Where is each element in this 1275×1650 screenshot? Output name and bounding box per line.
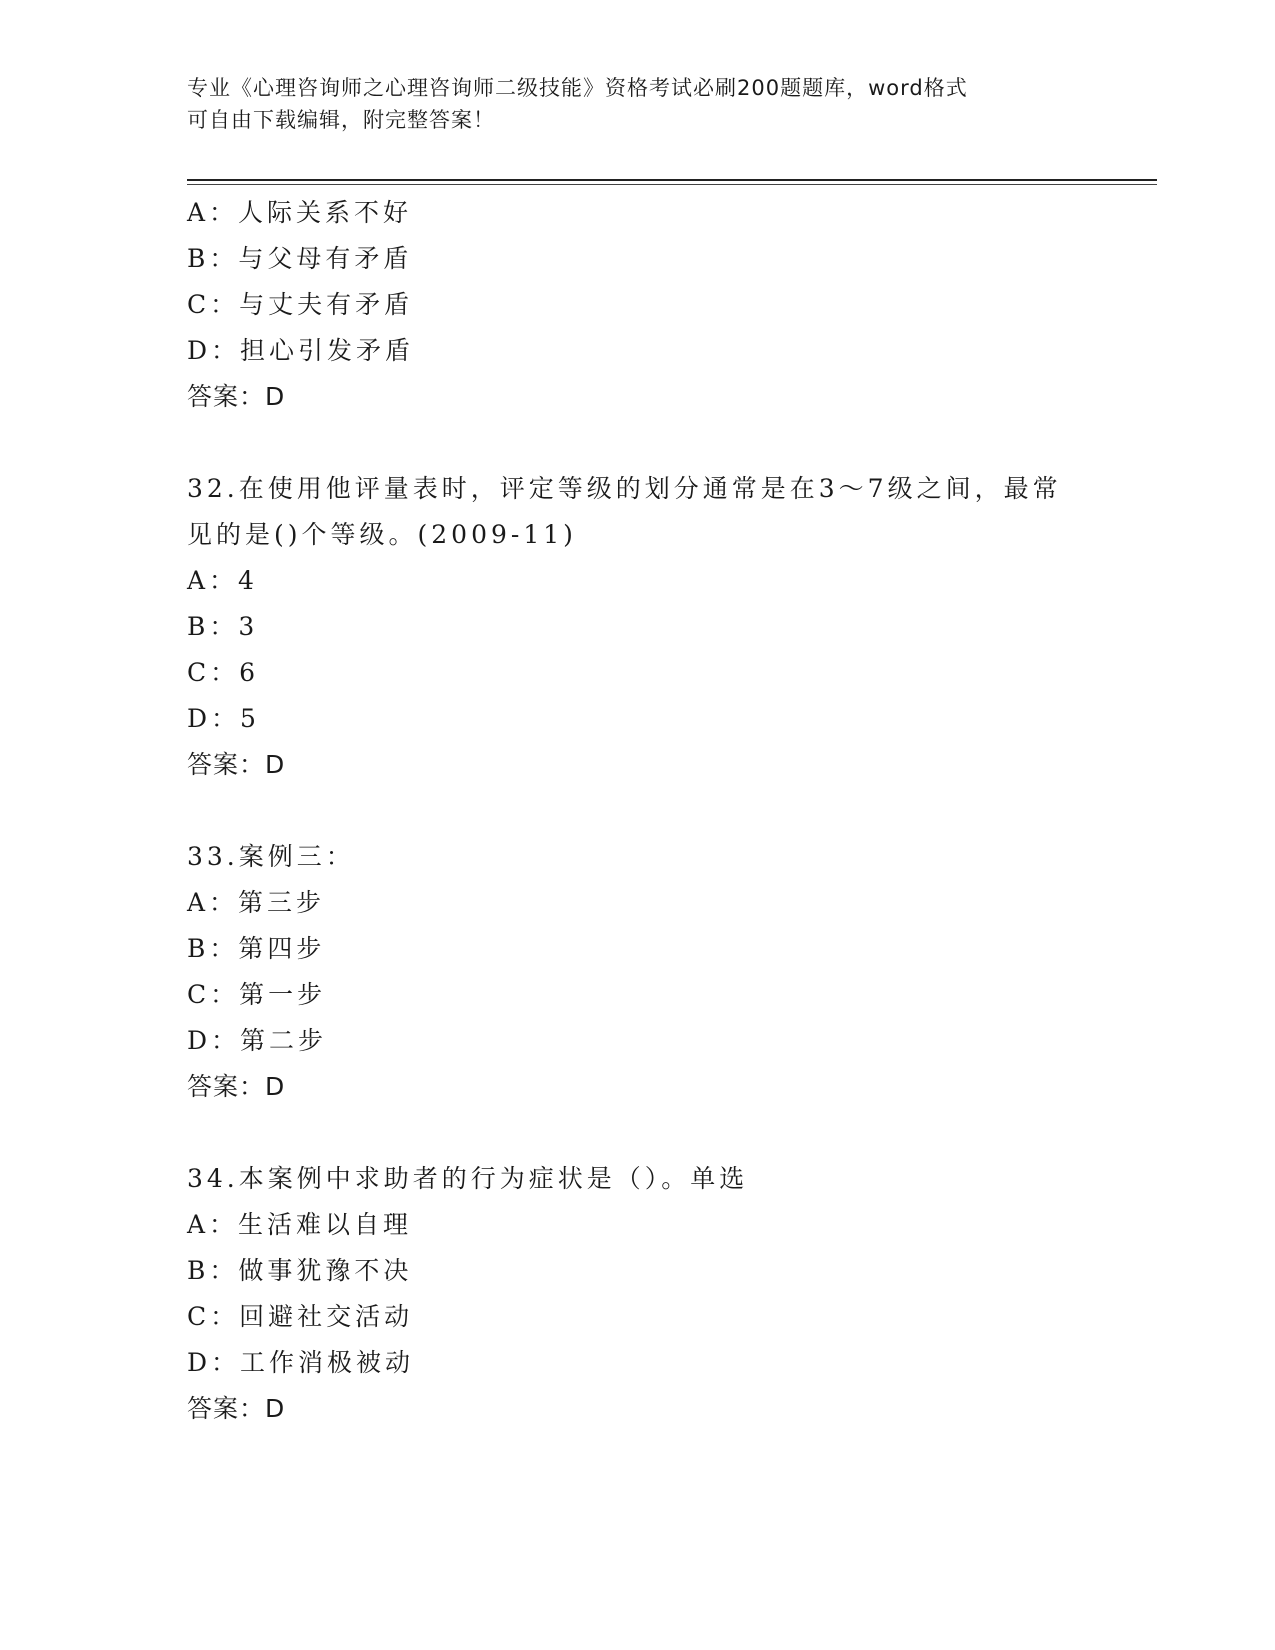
- document-header: [187, 72, 1087, 136]
- spacer: [187, 420, 1087, 466]
- answer-line: 答案：D: [187, 750, 286, 779]
- option-a: A：第三步: [187, 888, 326, 917]
- question-stem: 34.本案例中求助者的行为症状是（）。单选: [187, 1164, 749, 1193]
- question-block: [187, 190, 1087, 420]
- header-divider-thick: [187, 179, 1157, 181]
- header-divider-thin: [187, 184, 1157, 185]
- option-d: D：5: [187, 704, 260, 733]
- answer-line: 答案：D: [187, 382, 286, 411]
- question-block: [187, 466, 1087, 788]
- option-c: C：与丈夫有矛盾: [187, 290, 414, 319]
- option-a: A：4: [187, 566, 258, 595]
- question-block: [187, 834, 1087, 1110]
- question-stem: 32.在使用他评量表时，评定等级的划分通常是在3～7级之间，最常: [187, 474, 1062, 503]
- option-d: D：工作消极被动: [187, 1348, 415, 1377]
- option-a: A：生活难以自理: [187, 1210, 413, 1239]
- option-a: A：人际关系不好: [187, 198, 413, 227]
- option-c: C：第一步: [187, 980, 327, 1009]
- option-b: B：3: [187, 612, 259, 641]
- option-d: D：担心引发矛盾: [187, 336, 415, 365]
- header-line-1: 专业《心理咨询师之心理咨询师二级技能》资格考试必刷200题题库，word格式: [187, 76, 968, 100]
- answer-line: 答案：D: [187, 1394, 286, 1423]
- option-b: B：做事犹豫不决: [187, 1256, 413, 1285]
- option-b: B：第四步: [187, 934, 326, 963]
- question-stem: 见的是()个等级。(2009-11): [187, 520, 577, 549]
- option-c: C：6: [187, 658, 260, 687]
- question-list: [187, 190, 1087, 1432]
- option-b: B：与父母有矛盾: [187, 244, 413, 273]
- question-stem: 33.案例三：: [187, 842, 355, 871]
- answer-line: 答案：D: [187, 1072, 286, 1101]
- option-d: D：第二步: [187, 1026, 328, 1055]
- spacer: [187, 788, 1087, 834]
- spacer: [187, 1110, 1087, 1156]
- header-line-2: 可自由下载编辑，附完整答案！: [187, 108, 495, 132]
- option-c: C：回避社交活动: [187, 1302, 414, 1331]
- question-block: [187, 1156, 1087, 1432]
